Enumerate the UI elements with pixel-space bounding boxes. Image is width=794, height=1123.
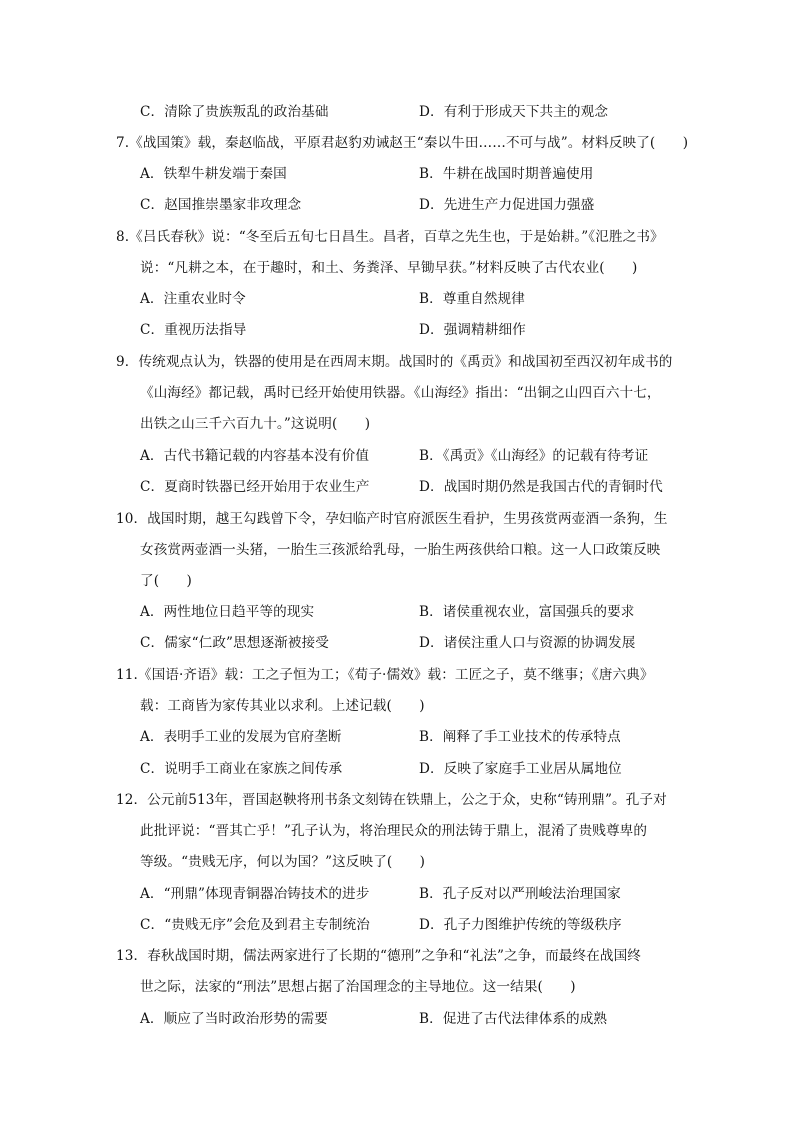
q7-opt-c: C．赵国推崇墨家非攻理念 (140, 197, 302, 213)
q6-opt-c: C．清除了贵族叛乱的政治基础 (140, 104, 329, 120)
q8-opt-c: C．重视历法指导 (140, 322, 247, 338)
q12-stem-2: 此批评说：“晋其亡乎！”孔子认为，将治理民众的刑法铸于鼎上，混淆了贵贱尊卑的 (140, 823, 648, 839)
q12-opt-b: B．孔子反对以严刑峻法治理国家 (419, 886, 621, 902)
q12-stem-3: 等级。“贵贱无序，何以为国？”这反映了( ) (140, 854, 426, 870)
q11-opt-b: B．阐释了手工业技术的传承特点 (419, 729, 621, 745)
q9-stem-3: 出铁之山三千六百九十。”这说明( ) (140, 416, 371, 432)
q9-opt-c: C．夏商时铁器已经开始用于农业生产 (140, 479, 370, 495)
q9-opt-b: B．《禹贡》《山海经》的记载有待考证 (419, 448, 649, 464)
q12-opt-d: D．孔子力图维护传统的等级秩序 (419, 917, 622, 933)
q13-stem-1: 13．春秋战国时期，儒法两家进行了长期的“德刑”之争和“礼法”之争，而最终在战国终 (116, 948, 641, 964)
q10-stem-3: 了( ) (140, 573, 192, 589)
q8-opt-d: D．强调精耕细作 (419, 322, 526, 338)
q13-stem-2: 世之际，法家的“刑法”思想占据了治国理念的主导地位。这一结果( ) (140, 979, 576, 995)
q11-opt-a: A．表明手工业的发展为官府垄断 (140, 729, 342, 745)
q10-opt-b: B．诸侯重视农业，富国强兵的要求 (419, 604, 635, 620)
q6-opt-d: D．有利于形成天下共主的观念 (419, 104, 609, 120)
q10-opt-c: C．儒家“仁政”思想逐渐被接受 (140, 635, 329, 651)
q10-stem-1: 10．战国时期，越王勾践曾下令，孕妇临产时官府派医生看护，生男孩赏两壶酒一条狗，生 (116, 511, 668, 527)
q9-opt-a: A．古代书籍记载的内容基本没有价值 (140, 448, 370, 464)
q12-opt-a: A．“刑鼎”体现青铜器冶铸技术的进步 (140, 886, 370, 902)
q11-stem-1: 11.《国语·齐语》载：工之子恒为工；《荀子·儒效》载：工匠之子，莫不继事；《唐六典》 (116, 667, 654, 683)
q11-stem-2: 载：工商皆为家传其业以求利。上述记载( ) (140, 698, 425, 714)
q9-opt-d: D．战国时期仍然是我国古代的青铜时代 (419, 479, 663, 495)
q8-opt-a: A．注重农业时令 (140, 291, 246, 307)
q11-opt-c: C．说明手工商业在家族之间传承 (140, 761, 343, 777)
q12-stem-1: 12．公元前513年，晋国赵鞅将刑书条文刻铸在铁鼎上，公之于众，史称“铸刑鼎”。孔子对 (116, 792, 667, 808)
q7-opt-d: D．先进生产力促进国力强盛 (419, 197, 595, 213)
q10-opt-a: A．两性地位日趋平等的现实 (140, 604, 315, 620)
q8-stem-2: 说：“凡耕之本，在于趣时，和土、务粪泽、早锄早获。”材料反映了古代农业( ) (140, 260, 638, 276)
q7-stem-1: 7.《战国策》载，秦赵临战，平原君赵豹劝诫赵王“秦以牛田……不可与战”。材料反映了( ) (116, 135, 689, 151)
q7-opt-b: B．牛耕在战国时期普遍使用 (419, 166, 594, 182)
q9-stem-2: 《山海经》都记载，禹时已经开始使用铁器。《山海经》指出：“出铜之山四百六十七， (140, 385, 661, 401)
q10-opt-d: D．诸侯注重人口与资源的协调发展 (419, 635, 636, 651)
q10-stem-2: 女孩赏两壶酒一头猪，一胎生三孩派给乳母，一胎生两孩供给口粮。这一人口政策反映 (140, 542, 661, 558)
q8-opt-b: B．尊重自然规律 (419, 291, 525, 307)
q7-opt-a: A．铁犁牛耕发端于秦国 (140, 166, 287, 182)
q12-opt-c: C．“贵贱无序”会危及到君主专制统治 (140, 917, 371, 933)
q13-opt-b: B．促进了古代法律体系的成熟 (419, 1011, 608, 1027)
q13-opt-a: A．顺应了当时政治形势的需要 (140, 1011, 328, 1027)
q11-opt-d: D．反映了家庭手工业居从属地位 (419, 761, 622, 777)
q9-stem-1: 9．传统观点认为，铁器的使用是在西周末期。战国时的《禹贡》和战国初至西汉初年成书的 (116, 354, 673, 370)
q8-stem-1: 8.《吕氏春秋》说：“冬至后五旬七日昌生。昌者，百草之先生也，于是始耕。”《氾胜之书》 (116, 229, 664, 245)
